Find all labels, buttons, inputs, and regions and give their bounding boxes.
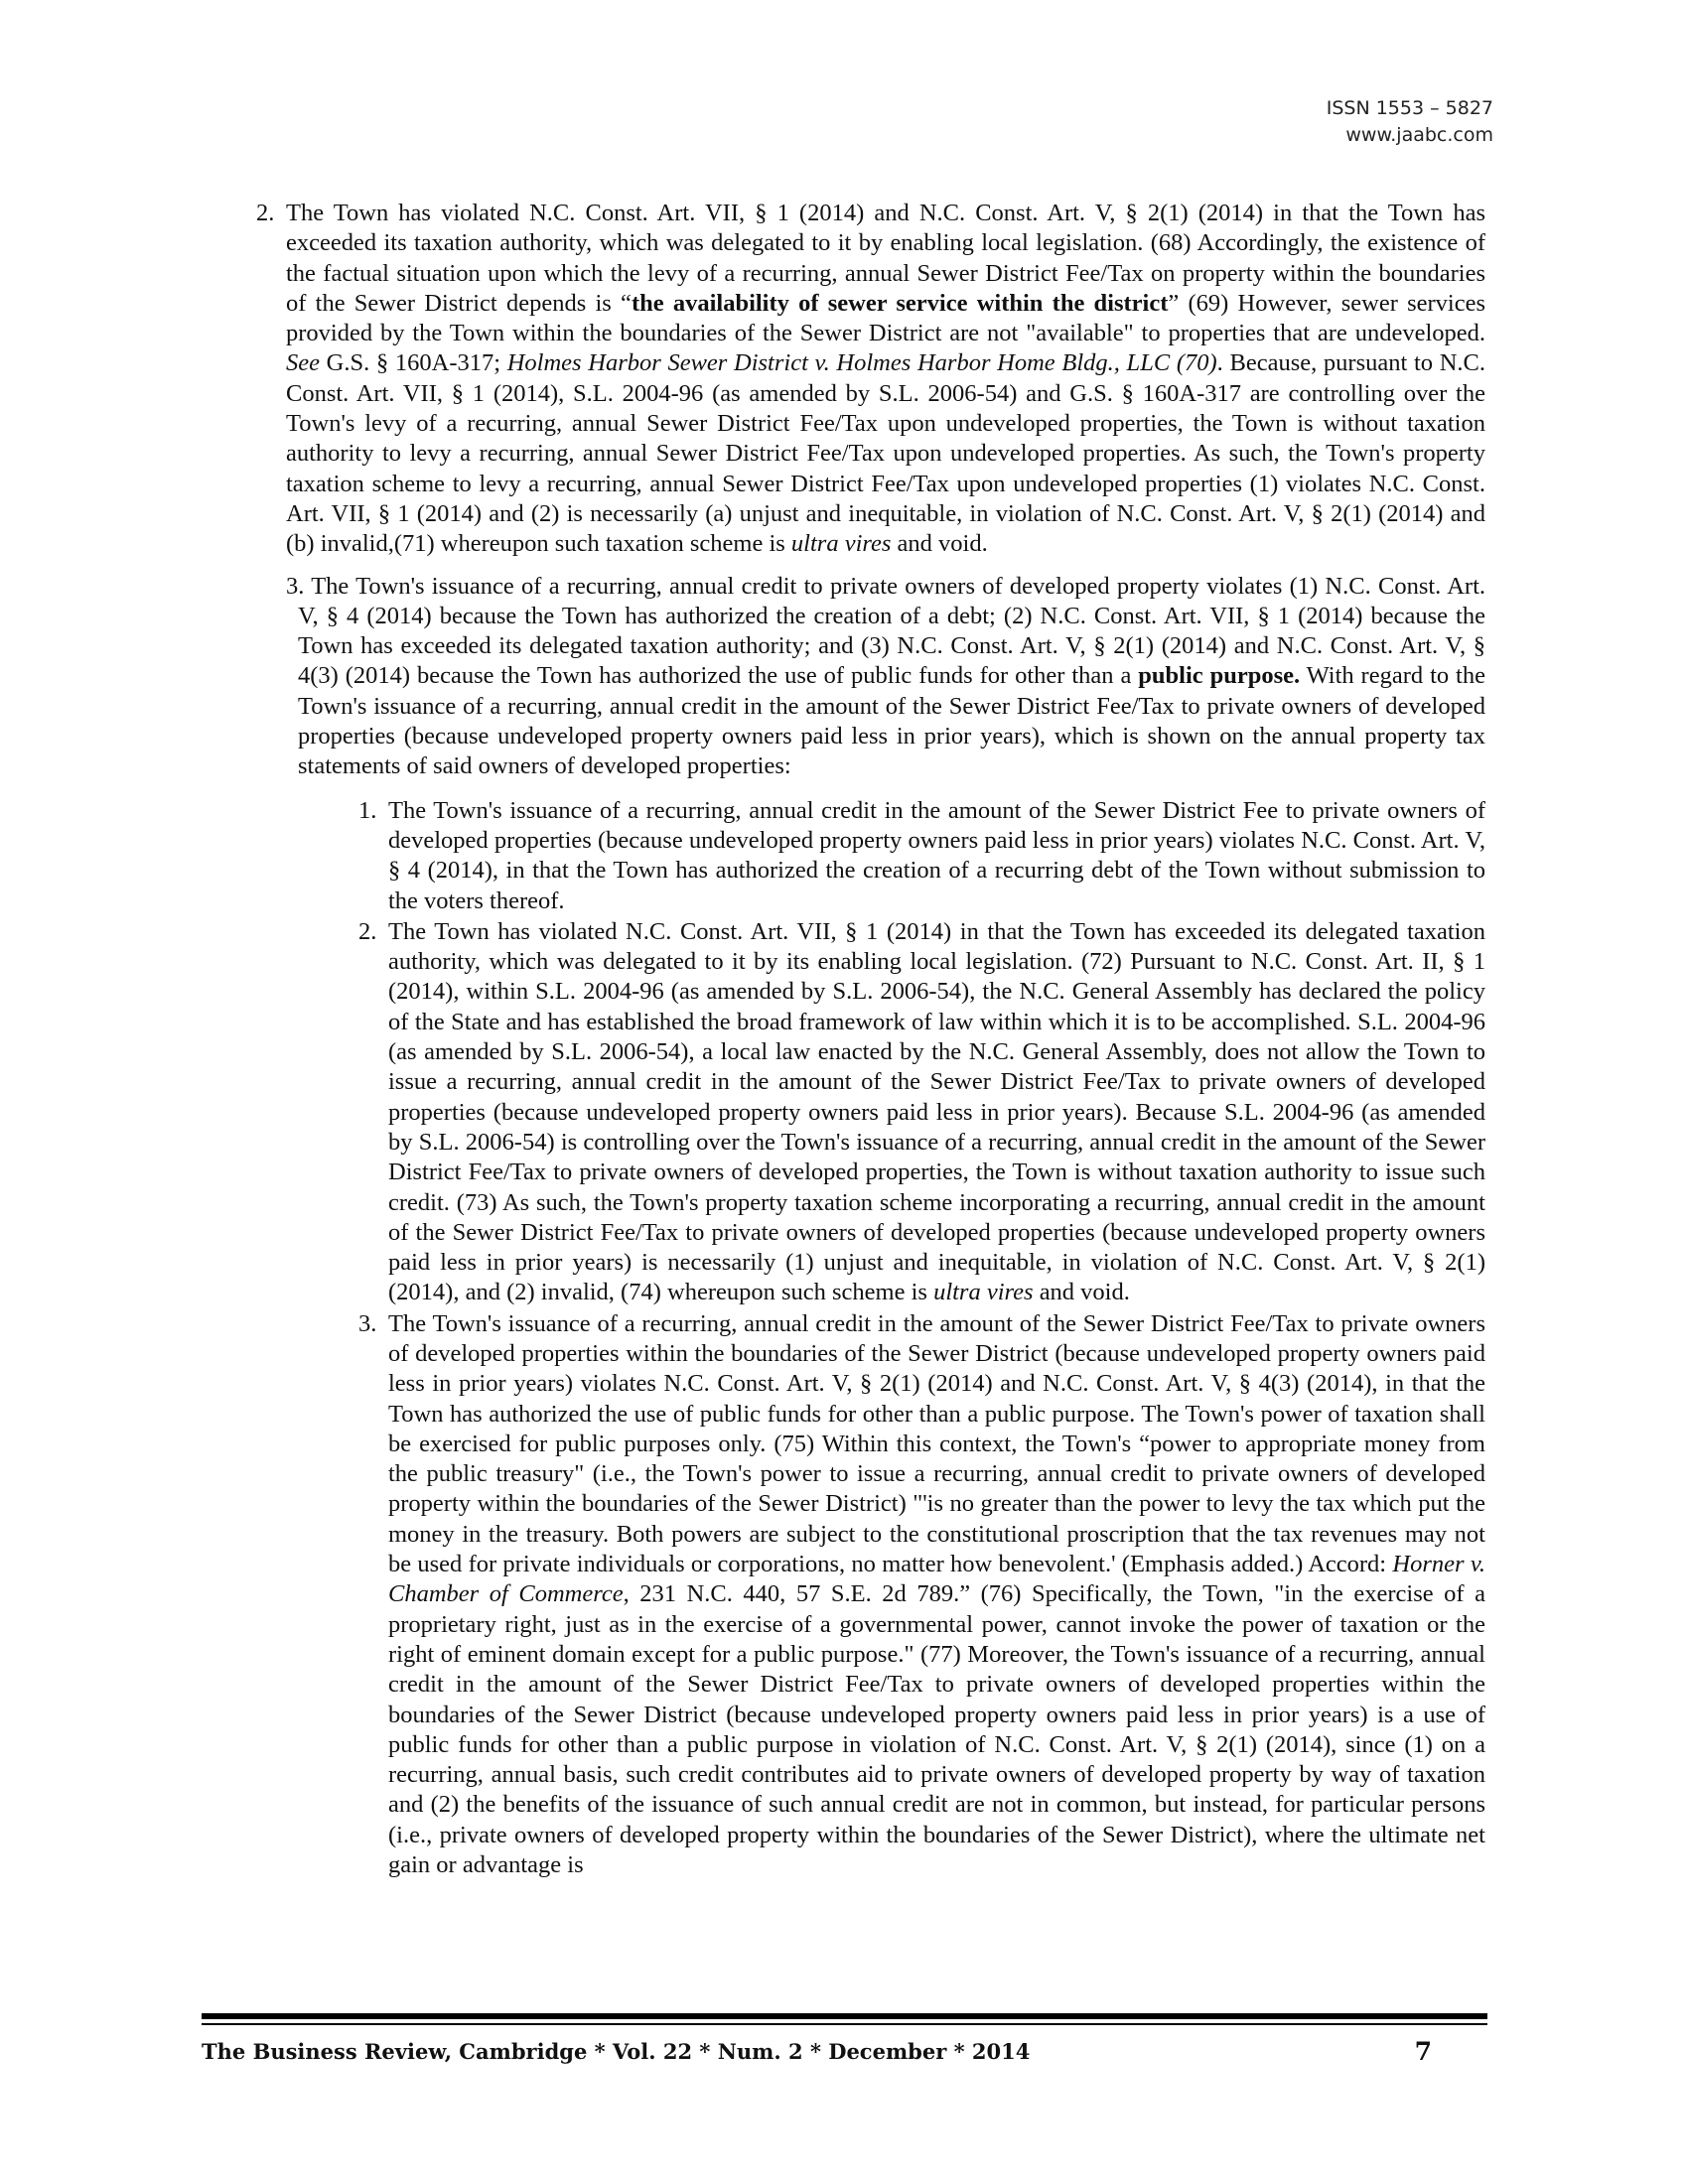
paragraph-text: and void. — [891, 530, 988, 558]
list-item — [256, 199, 1485, 560]
page-header — [1327, 95, 1493, 149]
emphasis-text: public purpose. — [1138, 662, 1301, 690]
emphasis-text: the availability of sewer service within the district — [631, 289, 1169, 317]
item-number: 2. — [256, 200, 275, 226]
sub-item-number: 1. — [358, 796, 377, 824]
paragraph-text: The Town has violated N.C. Const. Art. VII, § 1 (2014) in that the Town has exceeded its delegated taxation authority, which was delegated to it by its enabling local legislation. (72) Pursuant to N.C. Const. Art. II, § 1 (2014), within S.L. 2004-96 (as amended by S.L. 2006-54), the N.C. General Assembly has declared the policy of the State and has established the broad framework of law within which it is to be accomplished. S.L. 2004-96 (as amended by S.L. 2006-54), a local law enacted by the N.C. General Assembly, does not allow the Town to issue a recurring, annual credit in the amount of the Sewer District Fee/Tax to private owners of developed properties (because undeveloped property owners paid less in prior years). Because S.L. 2004-96 (as amended by S.L. 2006-54) is controlling over the Town's issuance of a recurring, annual credit in the amount of the Sewer District Fee/Tax to private owners of developed properties, the Town is without taxation authority to issue such credit. (73) As such, the Town's property taxation scheme incorporating a recurring, annual credit in the amount of the Sewer District Fee/Tax to private owners of developed properties (because undeveloped property owners paid less in prior years) is necessarily (1) unjust and inequitable, in violation of N.C. Const. Art. V, § 2(1) (2014), and (2) invalid, (74) whereupon such scheme is — [388, 917, 1485, 1306]
sub-list-item — [358, 1309, 1485, 1881]
latin-term: ultra vires — [933, 1279, 1034, 1306]
paragraph-text: With regard to the Town's issuance of a recurring, annual credit in the amount of the Sewer District Fee/Tax to private owners of developed properties (because undeveloped property owners paid less in prior years), which is shown on the annual property tax statements of said owners of developed properties: — [298, 662, 1485, 780]
issn-number: ISSN 1553 – 5827 — [1326, 97, 1493, 119]
sub-item-number: 2. — [358, 917, 377, 945]
journal-citation: The Business Review, Cambridge * Vol. 22 * Num. 2 * December * 2014 — [202, 2039, 1031, 2064]
paragraph-text: The Town's issuance of a recurring, annual credit in the amount of the Sewer District Fee to private owners of developed properties (because undeveloped property owners paid less in prior years) violates N.C. Const. Art. V, § 4 (2014), in that the Town has authorized the creation of a recurring debt of the Town without submission to the voters thereof. — [388, 796, 1485, 914]
item-number: 3. — [286, 572, 305, 600]
paragraph-text: , 231 N.C. 440, 57 S.E. 2d 789.” (76) Specifically, the Town, "in the exercise of a proprietary right, just as in the exercise of a governmental power, cannot invoke the power of taxation or the right of eminent domain except for a public purpose." (77) Moreover, the Town's issuance of a recurring, annual credit in the amount of the Sewer District Fee/Tax to private owners of developed properties within the boundaries of the Sewer District (because undeveloped property owners paid less in prior years) is a use of public funds for other than a public purpose in violation of N.C. Const. Art. V, § 2(1) (2014), since (1) on a recurring, annual basis, such credit contributes aid to private owners of developed property by way of taxation and (2) the benefits of the issuance of such annual credit are not in common, but instead, for particular persons (i.e., private owners of developed property within the boundaries of the Sewer District), where the ultimate net gain or advantage is — [388, 1580, 1485, 1879]
paragraph-text: The Town's issuance of a recurring, annual credit to private owners of developed property violates (1) N.C. Const. Art. V, § 4 (2014) because the Town has authorized the creation of a debt; (2) N.C. Const. Art. VII, § 1 (2014) because the Town has exceeded its delegated taxation authority; and (3) N.C. Const. Art. V, § 2(1) (2014) and N.C. Const. Art. V, § 4(3) (2014) because the Town has authorized the use of public funds for other than a — [298, 572, 1485, 690]
see-signal: See — [286, 349, 320, 377]
footer-rule — [202, 2023, 1487, 2025]
paragraph-text: ” (69) However, sewer services provided by the Town within the boundaries of the Sewer District are not "available" to properties that are undeveloped. — [286, 289, 1485, 347]
paragraph-text: and void. — [1033, 1279, 1130, 1306]
sub-list-item — [358, 917, 1485, 1308]
list-item — [256, 572, 1485, 1881]
sub-list — [298, 796, 1485, 1881]
footer-rule — [202, 2013, 1487, 2019]
paragraph-text: The Town has violated N.C. Const. Art. VII, § 1 (2014) and N.C. Const. Art. V, § 2(1) (2014) in that the Town has exceeded its taxation authority, which was delegated to it by enabling local legislation. (68) Accordingly, the existence of the factual situation upon which the levy of a recurring, annual Sewer District Fee/Tax on property within the boundaries of the Sewer District depends is “ — [286, 200, 1485, 317]
body-text — [256, 199, 1485, 1892]
paragraph-text: . Because, pursuant to N.C. Const. Art. VII, § 1 (2014), S.L. 2004-96 (as amended by S.L. 2006-54) and G.S. § 160A-317 are controlling over the Town's levy of a recurring, annual Sewer District Fee/Tax upon undeveloped properties, the Town is without taxation authority to levy a recurring, annual Sewer District Fee/Tax upon undeveloped properties. As such, the Town's property taxation scheme to levy a recurring, annual Sewer District Fee/Tax upon undeveloped properties (1) violates N.C. Const. Art. VII, § 1 (2014) and (2) is necessarily (a) unjust and inequitable, in violation of N.C. Const. Art. V, § 2(1) (2014) and (b) invalid,(71) whereupon such taxation scheme is — [286, 349, 1485, 558]
website-link[interactable]: www.jaabc.com — [1345, 124, 1493, 146]
sub-item-number: 3. — [358, 1309, 377, 1337]
sub-list-item — [358, 796, 1485, 916]
case-citation: Horner v. Chamber of Commerce — [388, 1551, 1485, 1608]
case-citation: Holmes Harbor Sewer District v. Holmes Harbor Home Bldg., LLC (70) — [506, 349, 1217, 377]
latin-term: ultra vires — [790, 530, 892, 558]
paragraph-text: The Town's issuance of a recurring, annual credit in the amount of the Sewer District Fee/Tax to private owners of developed properties within the boundaries of the Sewer District (because undeveloped property owners paid less in prior years) violates N.C. Const. Art. V, § 2(1) (2014) and N.C. Const. Art. V, § 4(3) (2014), in that the Town has authorized the use of public funds for other than a public purpose. The Town's power of taxation shall be exercised for public purposes only. (75) Within this context, the Town's “power to appropriate money from the public treasury" (i.e., the Town's power to issue a recurring, annual credit to private owners of developed property within the boundaries of the Sewer District) "'is no greater than the power to levy the tax which put the money in the treasury. Both powers are subject to the constitutional proscription that the tax revenues may not be used for private individuals or corporations, no matter how benevolent.' (Emphasis added.) Accord: — [388, 1309, 1485, 1578]
page-number: 7 — [1414, 2037, 1432, 2066]
paragraph-text: G.S. § 160A-317; — [320, 349, 507, 377]
